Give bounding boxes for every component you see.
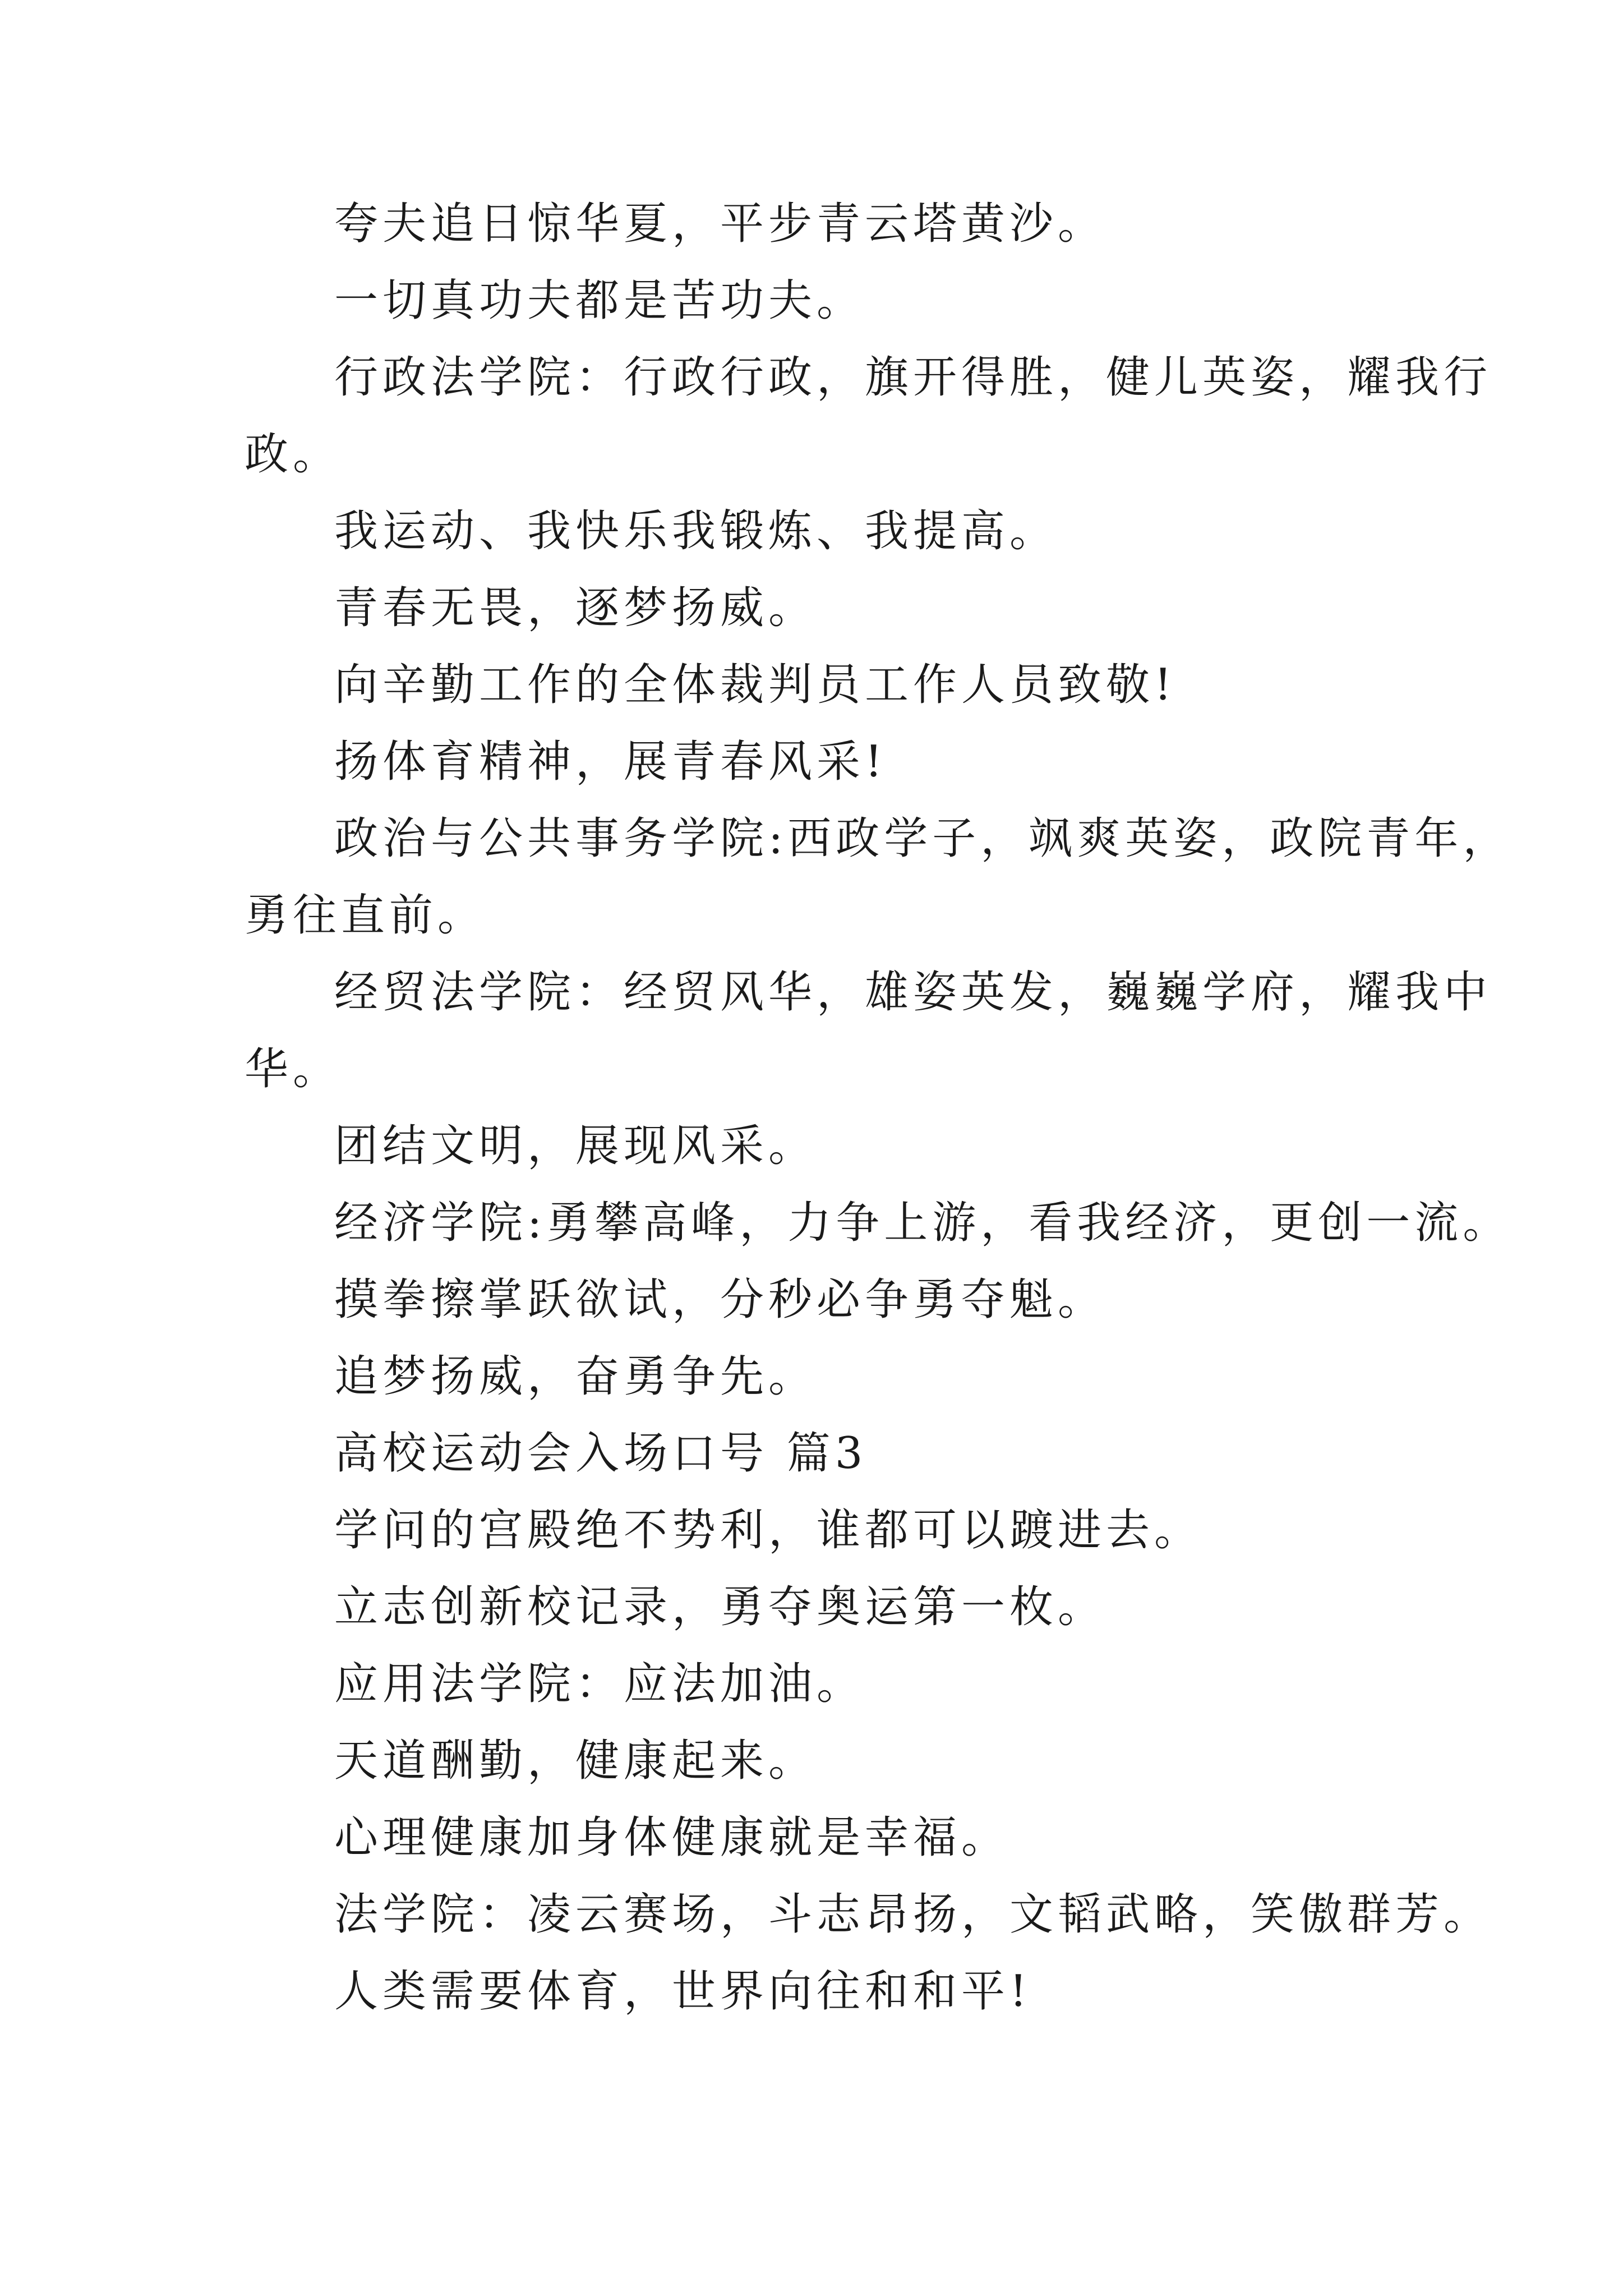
paragraph-line: 我运动、我快乐我锻炼、我提高。 [334, 506, 1058, 556]
paragraph-line: 一切真功夫都是苦功夫。 [334, 275, 865, 326]
paragraph-line: 向辛勤工作的全体裁判员工作人员致敬! [334, 660, 1177, 710]
paragraph-line: 追梦扬威，奋勇争先。 [334, 1351, 817, 1402]
paragraph-line: 政治与公共事务学院:西政学子，飒爽英姿，政院青年， [334, 813, 1511, 864]
paragraph-line: 行政法学院：行政行政，旗开得胜，健儿英姿，耀我行 [334, 352, 1492, 403]
paragraph-line: 团结文明，展现风采。 [334, 1121, 817, 1171]
paragraph-line: 扬体育精神，展青春风采! [334, 737, 887, 787]
paragraph-line: 立志创新校记录，勇夺奥运第一枚。 [334, 1582, 1106, 1632]
paragraph-line: 学问的宫殿绝不势利，谁都可以踱进去。 [334, 1505, 1203, 1556]
paragraph-line: 夸夫追日惊华夏，平步青云塔黄沙。 [334, 199, 1106, 249]
paragraph-line: 天道酬勤，健康起来。 [334, 1736, 817, 1786]
paragraph-line: 经贸法学院：经贸风华，雄姿英发，巍巍学府，耀我中 [334, 967, 1492, 1018]
paragraph-line: 心理健康加身体健康就是幸福。 [334, 1812, 1010, 1863]
paragraph-line: 法学院：凌云赛场，斗志昂扬，文韬武略，笑傲群芳。 [334, 1889, 1492, 1940]
section-heading: 高校运动会入场口号 篇3 [334, 1428, 868, 1479]
paragraph-line: 摸拳擦掌跃欲试，分秒必争勇夺魁。 [334, 1274, 1106, 1325]
paragraph-line: 青春无畏，逐梦扬威。 [334, 583, 817, 633]
paragraph-line: 人类需要体育，世界向往和和平! [334, 1966, 1032, 2017]
paragraph-line: 勇往直前。 [245, 890, 486, 941]
paragraph-line: 政。 [245, 429, 342, 480]
paragraph-line: 华。 [245, 1044, 342, 1094]
paragraph-line: 应用法学院：应法加油。 [334, 1659, 865, 1709]
paragraph-line: 经济学院:勇攀高峰，力争上游，看我经济，更创一流。 [334, 1198, 1511, 1248]
